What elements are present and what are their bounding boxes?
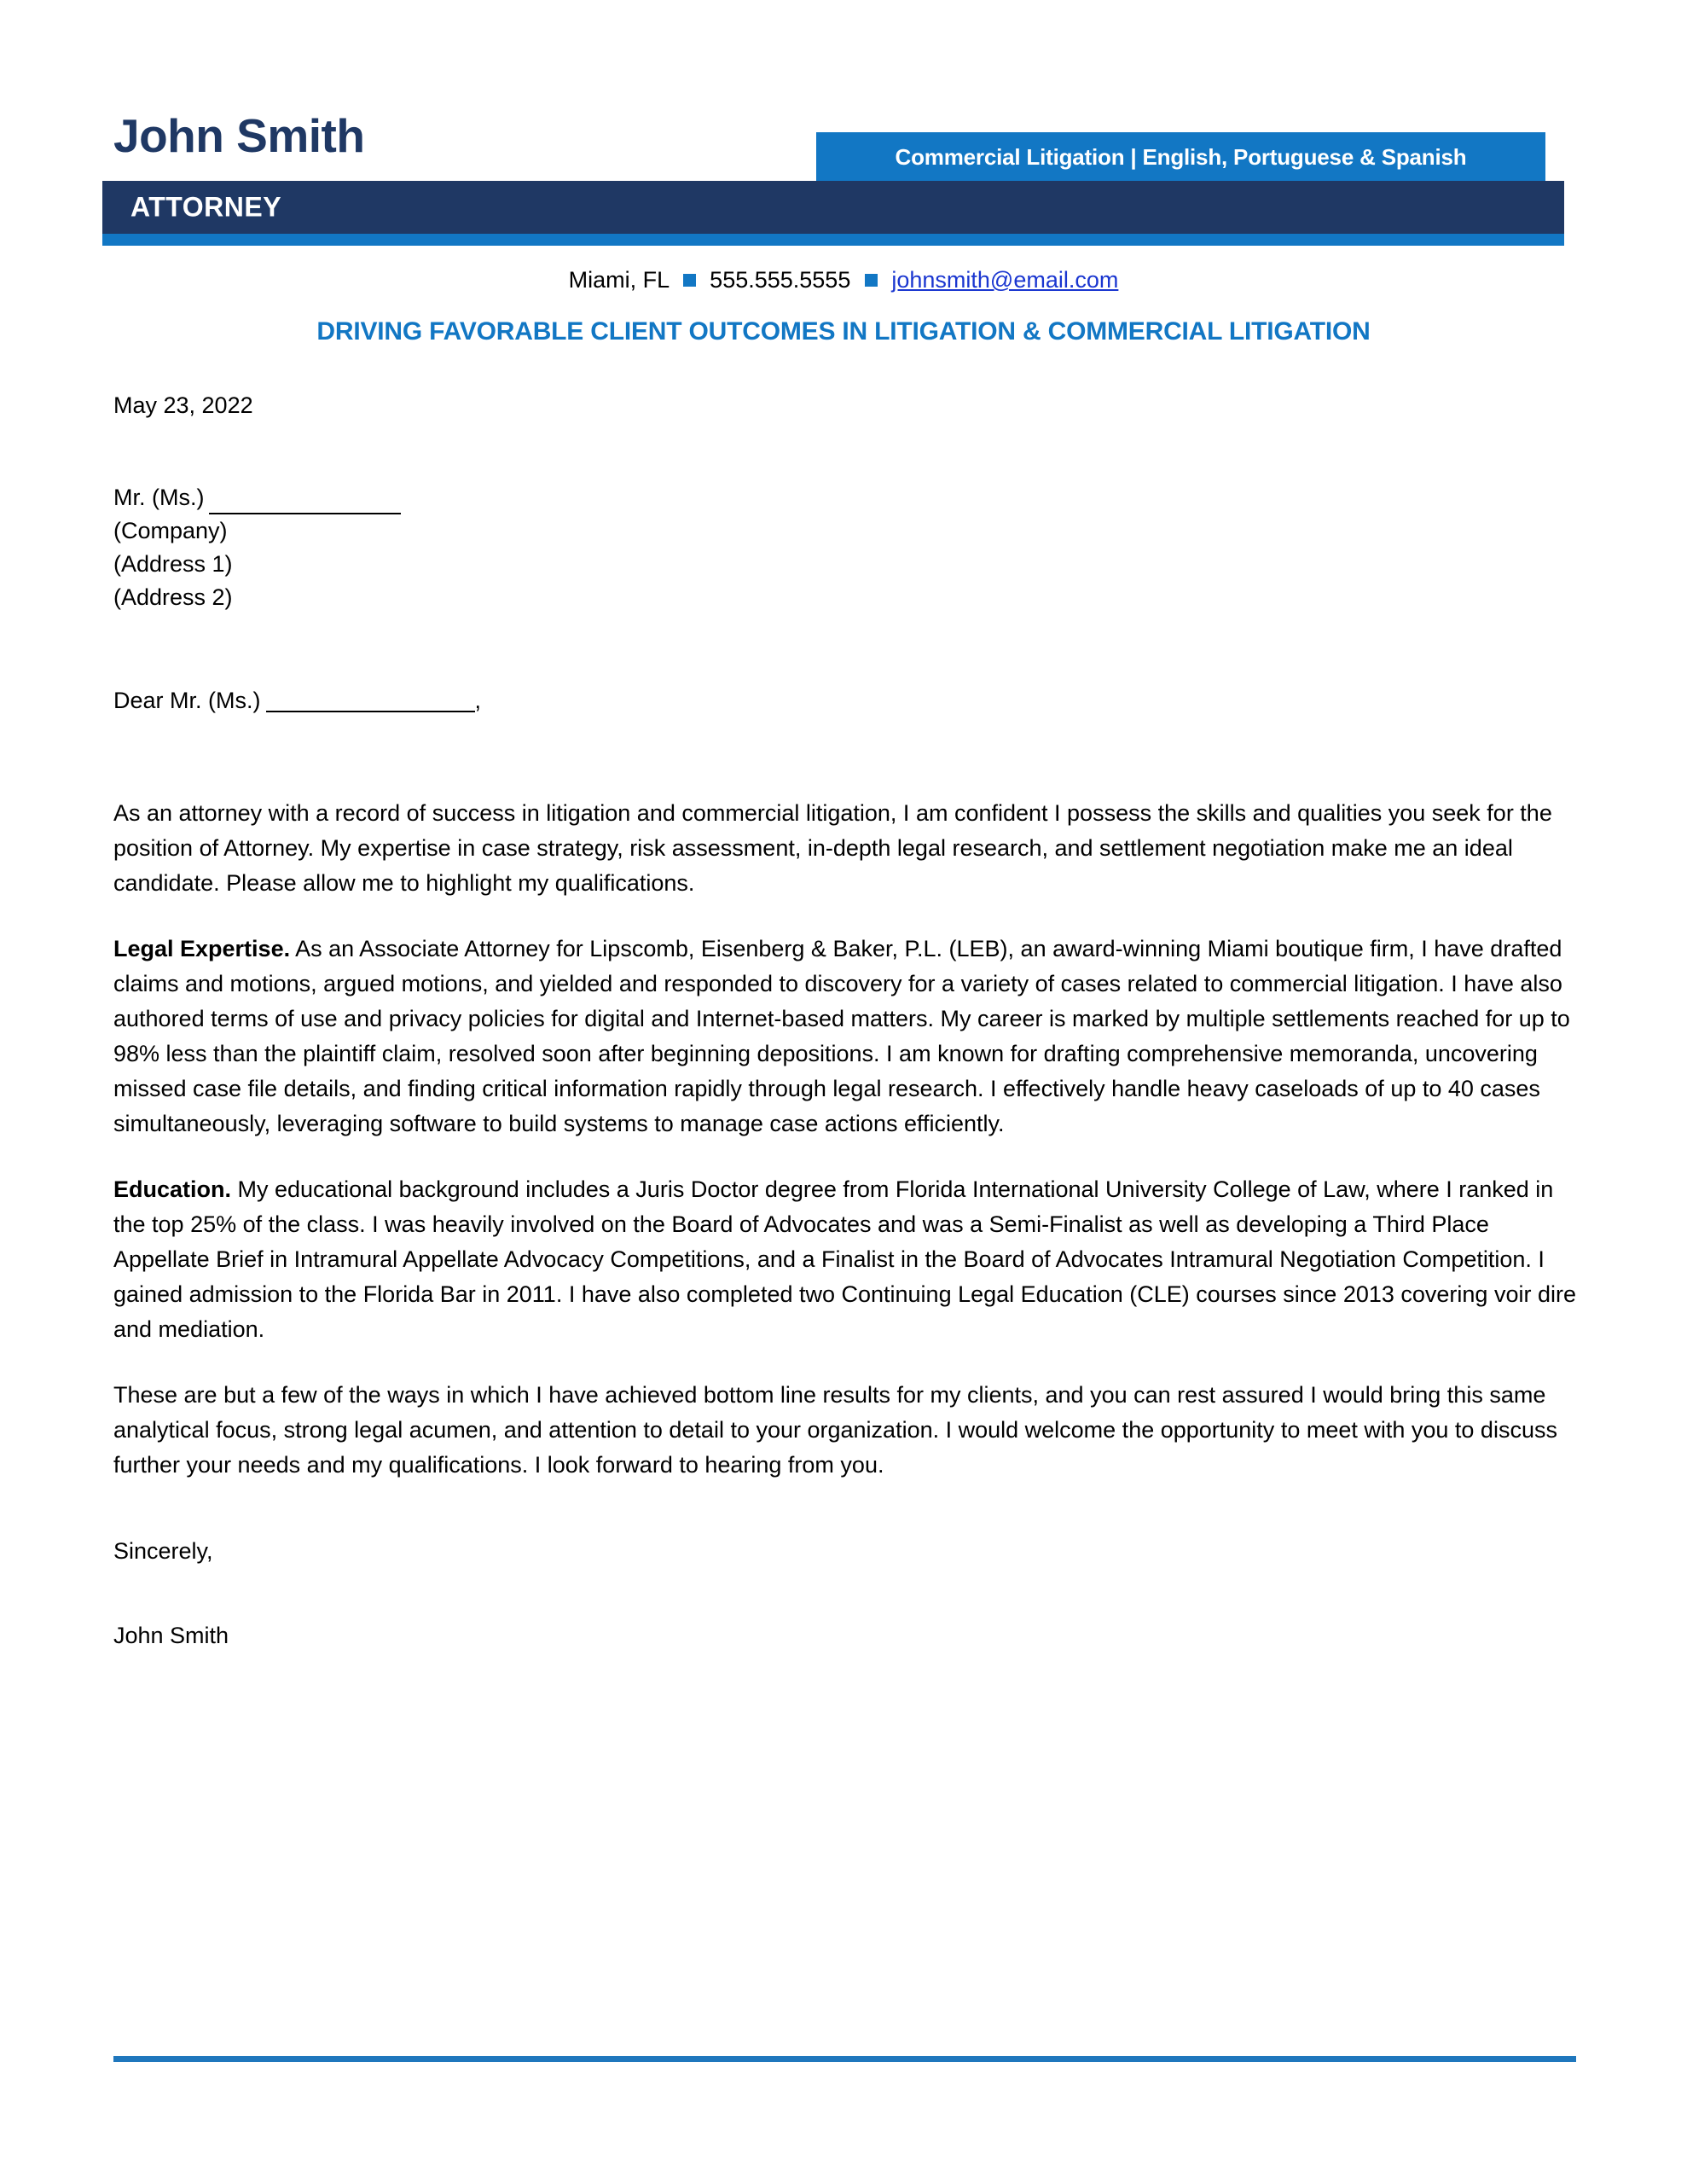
contact-phone: 555.555.5555 bbox=[710, 267, 851, 293]
paragraph-text: My educational background includes a Juris Doctor degree from Florida International University College of Law, where I ranked in the top 25% of the class. I was heavily involved on the Board of Advocates and was a Semi-Finalist as well as developing a Third Place Appellate Brief in Intramural Appellate Advocacy Competitions, and a Finalist in the Board of Advocates Intramural Negotiation Competition. I gained admission to the Florida Bar in 2011. I have also completed two Continuing Legal Education (CLE) courses since 2013 covering voir dire and mediation. bbox=[113, 1176, 1576, 1342]
paragraph-lead-in: Education. bbox=[113, 1176, 232, 1202]
signature-name: John Smith bbox=[113, 1623, 229, 1648]
recipient-company: (Company) bbox=[113, 518, 228, 543]
specialty-banner-label: Commercial Litigation | English, Portuguese & Spanish bbox=[895, 143, 1467, 170]
salutation-line bbox=[113, 689, 1576, 712]
contact-email-link[interactable]: johnsmith@email.com bbox=[891, 267, 1119, 293]
recipient-name-blank bbox=[209, 492, 401, 514]
paragraph-text: As an Associate Attorney for Lipscomb, Eisenberg & Baker, P.L. (LEB), an award-winning Miami boutique firm, I have drafted claims and motions, argued motions, and yielded and responded to discovery for a variety of cases related to commercial litigation. I have also authored terms of use and privacy policies for digital and Internet-based matters. My career is marked by multiple settlements reached for up to 98% less than the plaintiff claim, resolved soon after beginning depositions. I am known for drafting comprehensive memoranda, uncovering missed case file details, and finding critical information rapidly through legal research. I effectively handle heavy caseloads of up to 40 cases simultaneously, leveraging software to build systems to manage case actions efficiently. bbox=[113, 936, 1570, 1136]
footer-divider bbox=[113, 2056, 1576, 2062]
headline-tagline: DRIVING FAVORABLE CLIENT OUTCOMES IN LITIGATION & COMMERCIAL LITIGATION bbox=[316, 317, 1371, 346]
applicant-name: John Smith bbox=[113, 109, 365, 162]
job-title-label: ATTORNEY bbox=[130, 191, 282, 223]
bullet-square-icon bbox=[865, 274, 878, 287]
recipient-address-2: (Address 2) bbox=[113, 584, 233, 610]
closing-salutation: Sincerely, bbox=[113, 1538, 213, 1564]
letterhead-header bbox=[0, 0, 1687, 346]
title-accent-stripe bbox=[102, 234, 1564, 246]
body-paragraph-3 bbox=[113, 1172, 1576, 1347]
salutation-blank bbox=[266, 690, 475, 712]
paragraph-lead-in: Legal Expertise. bbox=[113, 936, 291, 961]
recipient-name-line bbox=[113, 481, 1576, 514]
body-paragraph-2 bbox=[113, 932, 1576, 1141]
specialty-banner bbox=[816, 132, 1545, 182]
letter-date: May 23, 2022 bbox=[113, 392, 253, 418]
contact-location: Miami, FL bbox=[568, 267, 670, 293]
recipient-name-label: Mr. (Ms.) bbox=[113, 485, 205, 510]
body-paragraph-1 bbox=[113, 796, 1576, 901]
salutation-comma: , bbox=[474, 688, 482, 713]
paragraph-text: As an attorney with a record of success in litigation and commercial litigation, I am confident I possess the skills and qualities you seek for the position of Attorney. My expertise in case strategy, risk assessment, in-depth legal research, and settlement negotiation make me an ideal candidate. Please allow me to highlight my qualifications. bbox=[113, 800, 1552, 896]
recipient-address-1: (Address 1) bbox=[113, 551, 233, 577]
job-title-bar bbox=[102, 181, 1564, 234]
contact-line bbox=[0, 267, 1687, 293]
body-paragraph-4 bbox=[113, 1378, 1576, 1483]
letter-body bbox=[113, 394, 1576, 1653]
bullet-square-icon bbox=[683, 274, 696, 287]
paragraph-text: These are but a few of the ways in which I have achieved bottom line results for my clients, and you can rest assured I would bring this same analytical focus, strong legal acumen, and attention to detail to your organization. I would welcome the opportunity to meet with you to discuss further your needs and my qualifications. I look forward to hearing from you. bbox=[113, 1382, 1557, 1478]
recipient-address-block bbox=[113, 481, 1576, 614]
salutation-text: Dear Mr. (Ms.) bbox=[113, 688, 261, 713]
